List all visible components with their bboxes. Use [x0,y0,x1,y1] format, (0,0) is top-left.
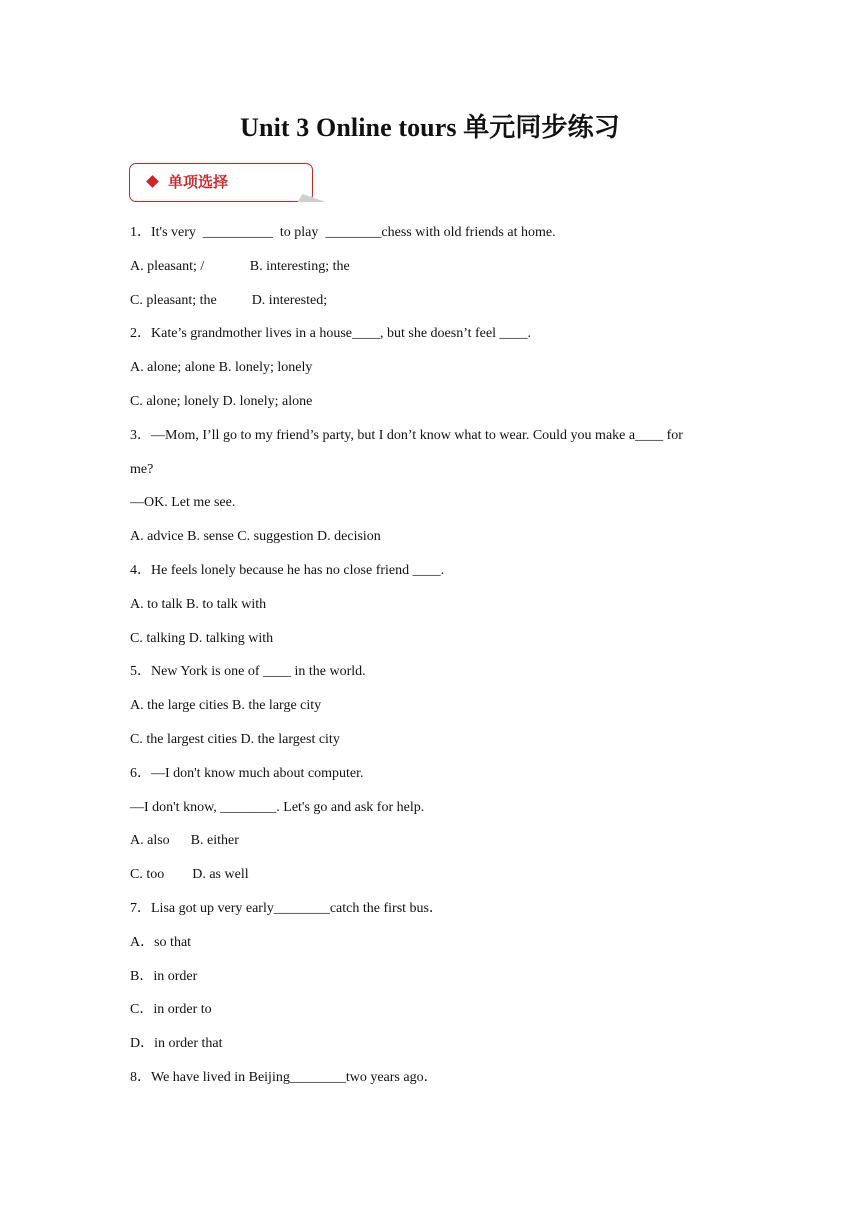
page-title: Unit 3 Online tours 单元同步练习 [240,113,620,142]
text-line: C．in order to [130,1002,212,1018]
text-line: 4．He feels lonely because he has no close friend ____. [130,563,445,578]
text-line: —I don't know, ________. Let's go and ask for help. [130,799,425,815]
text-line: A．so that [130,934,192,950]
text-line: C. too D. as well [130,867,249,883]
text-line: 8．We have lived in Beijing________two years ago． [130,1070,438,1085]
text-line: —OK. Let me see. [130,495,236,511]
text-line: 7．Lisa got up very early________catch the first bus． [130,901,443,916]
text-line: B．in order [130,968,198,984]
section-tab-shadow [298,194,331,202]
text-line: 2．Kate’s grandmother lives in a house____, but she doesn’t feel ____. [130,326,531,342]
text-line: 3．—Mom, I’ll go to my friend’s party, but I don’t know what to wear. Could you make a____ for [130,427,683,443]
text-line: A. also B. either [130,833,239,849]
text-line: 1．It's very __________ to play ________chess with old friends at home. [130,225,556,240]
text-line: A. advice B. sense C. suggestion D. decision [130,529,381,545]
text-line: D．in order that [130,1036,223,1052]
diamond-icon [146,175,159,188]
text-line: C. talking D. talking with [130,630,274,646]
text-line: me? [130,461,154,477]
text-line: 5．New York is one of ____ in the world. [130,664,366,680]
text-line: C. alone; lonely D. lonely; alone [130,394,313,409]
text-line: 6．—I don't know much about computer. [130,765,364,781]
section-tab [129,163,313,202]
text-line: A. alone; alone B. lonely; lonely [130,360,313,376]
text-line: C. the largest cities D. the largest city [130,732,340,747]
text-line: A. the large cities B. the large city [130,698,322,714]
text-line: A. pleasant; / B. interesting; the [130,258,350,274]
text-line: A. to talk B. to talk with [130,596,267,612]
text-line: C. pleasant; the D. interested; [130,292,328,308]
section-label: 单项选择 [168,173,229,191]
